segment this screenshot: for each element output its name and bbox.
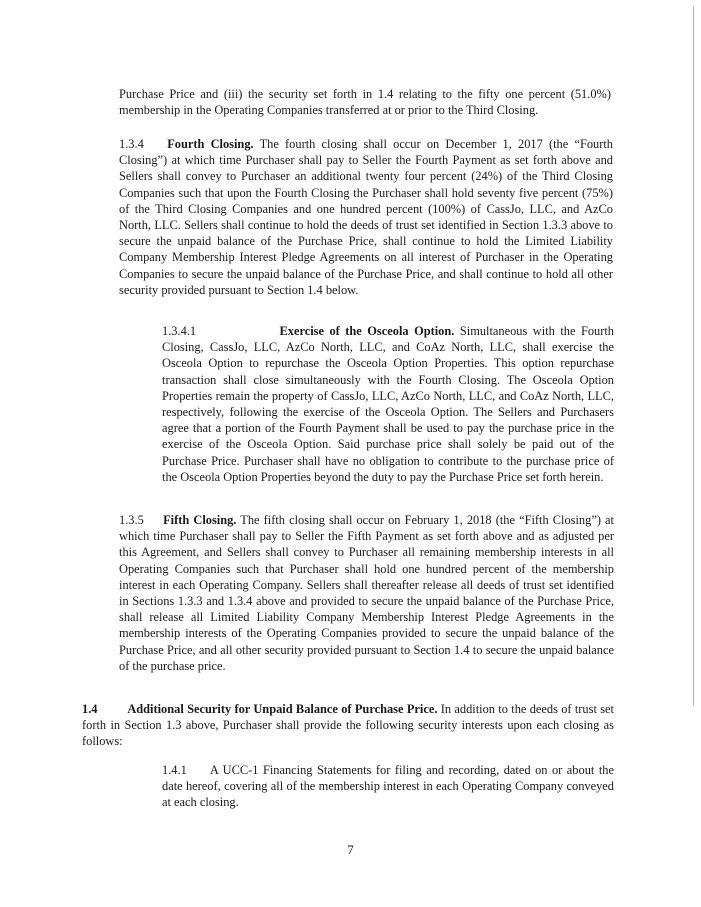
section-body: The fourth closing shall occur on December 1, 2017 (the “Fourth Closing”) at which time Purchaser shall pay to Seller the Fourth Payment as set forth above and Sellers shall convey to Purchaser an additional twenty four percent (24%) of the Third Closing Companies such that upon the Fourth Closing the Purchaser shall hold seventy five percent (75%) of the Third Closing Companies and one hundred percent (100%) of CassJo, LLC, and AzCo North, LLC. Sellers shall continue to hold the deeds of trust set identified in Section 1.3.3 above to secure the unpaid balance of the Purchase Price, shall continue to hold the Limited Liability Company Membership Interest Pledge Agreements on all interest of Purchaser in the Operating Companies to secure the unpaid balance of the Purchase Price, and shall continue to hold all other security provided pursuant to Section 1.4 below. bbox=[119, 137, 613, 297]
scan-edge-line bbox=[693, 6, 694, 706]
section-body: A UCC-1 Financing Statements for filing and recording, dated on or about the date hereof, covering all of the membership interest in each Operating Company conveyed at each closing. bbox=[162, 763, 614, 810]
section-heading: Fifth Closing. bbox=[163, 513, 237, 527]
section-number: 1.4 bbox=[82, 702, 98, 716]
section-1-4 bbox=[82, 701, 614, 750]
section-1-4-1 bbox=[162, 762, 614, 811]
section-heading: Fourth Closing. bbox=[167, 137, 254, 151]
section-number: 1.3.4.1 bbox=[162, 324, 197, 338]
section-number: 1.4.1 bbox=[162, 763, 187, 777]
page-number: 7 bbox=[347, 842, 354, 857]
section-heading: Exercise of the Osceola Option. bbox=[279, 324, 455, 338]
section-number: 1.3.4 bbox=[119, 137, 144, 151]
section-body: Simultaneous with the Fourth Closing, CassJo, LLC, AzCo North, LLC, and CoAz North, LLC, shall exercise the Osceola Option to repurchase the Osceola Option Properties. This option repurchase transaction shall close simultaneously with the Fourth Closing. The Osceola Option Properties remain the property of CassJo, LLC, AzCo North, LLC, and CoAz North, LLC, respectively, following the exercise of the Osceola Option. The Sellers and Purchasers agree that a portion of the Fourth Payment shall be used to pay the purchase price in the exercise of the Osceola Option. Said purchase price shall solely be paid out of the Purchase Price. Purchaser shall have no obligation to contribute to the purchase price of the Osceola Option Properties beyond the duty to pay the Purchase Price set forth herein. bbox=[162, 324, 614, 484]
section-1-3-5 bbox=[119, 512, 614, 674]
section-number: 1.3.5 bbox=[119, 513, 144, 527]
section-1-3-4 bbox=[119, 136, 613, 298]
continuation-text: Purchase Price and (iii) the security set forth in 1.4 relating to the fifty one percent (51.0%) membership in the Operating Companies transferred at or prior to the Third Closing. bbox=[119, 87, 611, 118]
section-body: The fifth closing shall occur on February 1, 2018 (the “Fifth Closing”) at which time Purchaser shall pay to Seller the Fifth Payment as set forth above and as adjusted per this Agreement, and Sellers shall convey to Purchaser all remaining membership interests in all Operating Companies such that Purchaser shall hold one hundred percent of the membership interest in each Operating Company. Sellers shall thereafter release all deeds of trust set identified in Sections 1.3.3 and 1.3.4 above and provided to secure the unpaid balance of the Purchase Price, shall release all Limited Liability Company Membership Interest Pledge Agreements in the membership interests of the Operating Companies provided to secure the unpaid balance of the Purchase Price, and all other security provided pursuant to Section 1.4 to secure the unpaid balance of the purchase price. bbox=[119, 513, 614, 673]
section-body: In addition to the deeds of trust set forth in Section 1.3 above, Purchaser shall provide the following security interests upon each closing as follows: bbox=[82, 702, 614, 749]
section-heading: Additional Security for Unpaid Balance of Purchase Price. bbox=[127, 702, 438, 716]
section-1-3-4-1 bbox=[162, 323, 614, 485]
continuation-paragraph bbox=[119, 86, 611, 118]
